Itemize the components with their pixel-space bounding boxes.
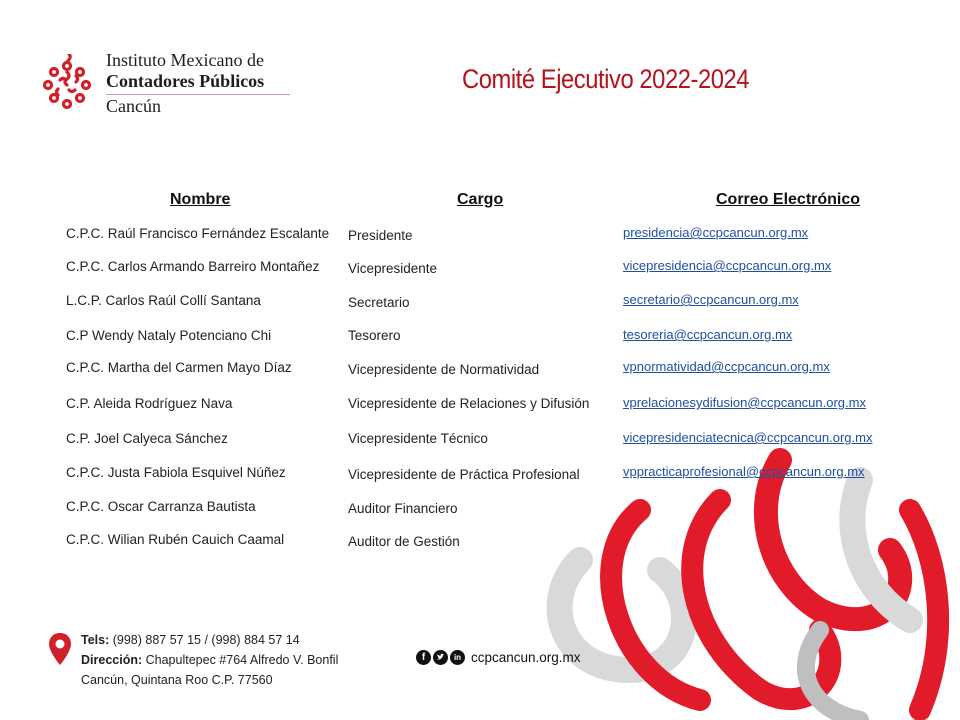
address-value: Chapultepec #764 Alfredo V. Bonfil [145, 653, 339, 667]
phones-label: Tels: [81, 633, 110, 647]
member-role: Vicepresidente de Relaciones y Difusión [348, 396, 590, 411]
member-name: C.P Wendy Nataly Potenciano Chi [66, 328, 272, 343]
table-row [0, 499, 960, 529]
website-link[interactable]: ccpcancun.org.mx [471, 650, 581, 665]
table-row [0, 226, 960, 256]
address-label: Dirección: [81, 653, 143, 667]
location-pin-icon [48, 632, 72, 666]
member-role: Presidente [348, 228, 413, 243]
member-role: Auditor Financiero [348, 501, 458, 516]
twitter-icon[interactable] [433, 650, 448, 665]
member-email-link[interactable]: secretario@ccpcancun.org.mx [623, 292, 799, 307]
member-email-link[interactable]: vicepresidencia@ccpcancun.org.mx [623, 258, 832, 273]
table-row [0, 293, 960, 323]
logo-line-1: Instituto Mexicano de [106, 50, 264, 70]
table-row [0, 465, 960, 495]
page-title: Comité Ejecutivo 2022-2024 [462, 64, 750, 94]
member-role: Auditor de Gestión [348, 534, 460, 549]
member-name: C.P.C. Carlos Armando Barreiro Montañez [66, 259, 320, 274]
member-role: Tesorero [348, 328, 401, 343]
table-row [0, 431, 960, 461]
member-name: C.P.C. Justa Fabiola Esquivel Núñez [66, 465, 286, 480]
member-email-link[interactable]: vppracticaprofesional@ccpcancun.org.mx [623, 464, 865, 479]
logo-line-3: Cancún [106, 96, 161, 116]
member-name: C.P.C. Oscar Carranza Bautista [66, 499, 256, 514]
member-name: C.P. Joel Calyeca Sánchez [66, 431, 228, 446]
phones-value: (998) 887 57 15 / (998) 884 57 14 [112, 633, 300, 647]
facebook-icon[interactable]: f [416, 650, 431, 665]
member-role: Secretario [348, 295, 410, 310]
member-role: Vicepresidente de Práctica Profesional [348, 467, 580, 482]
member-email-link[interactable]: tesoreria@ccpcancun.org.mx [623, 327, 793, 342]
footer-phones [81, 630, 338, 650]
table-row [0, 396, 960, 426]
table-row [0, 532, 960, 562]
table-row [0, 360, 960, 390]
footer-city: Cancún, Quintana Roo C.P. 77560 [81, 673, 273, 687]
member-name: C.P.C. Martha del Carmen Mayo Díaz [66, 360, 292, 375]
member-email-link[interactable]: vpnormatividad@ccpcancun.org.mx [623, 359, 830, 374]
table-row [0, 259, 960, 289]
logo [36, 50, 296, 120]
social-links [416, 650, 581, 665]
header-nombre: Nombre [170, 191, 231, 208]
member-email-link[interactable]: presidencia@ccpcancun.org.mx [623, 225, 809, 240]
member-name: C.P.C. Raúl Francisco Fernández Escalante [66, 226, 330, 241]
member-name: L.C.P. Carlos Raúl Collí Santana [66, 293, 261, 308]
table-row [0, 328, 960, 358]
header-correo: Correo Electrónico [716, 191, 861, 208]
member-role: Vicepresidente de Normatividad [348, 362, 540, 377]
member-email-link[interactable]: vicepresidenciatecnica@ccpcancun.org.mx [623, 430, 873, 445]
member-role: Vicepresidente Técnico [348, 431, 488, 446]
linkedin-icon[interactable]: in [450, 650, 465, 665]
member-email-link[interactable]: vprelacionesydifusion@ccpcancun.org.mx [623, 395, 866, 410]
logo-line-2: Contadores Públicos [106, 71, 265, 91]
footer-address [81, 650, 338, 670]
member-role: Vicepresidente [348, 261, 438, 276]
member-name: C.P. Aleida Rodríguez Nava [66, 396, 233, 411]
header-cargo: Cargo [457, 191, 504, 208]
member-name: C.P.C. Wilian Rubén Cauich Caamal [66, 532, 285, 547]
logo-divider [106, 94, 290, 95]
logo-mark-icon [36, 54, 98, 116]
